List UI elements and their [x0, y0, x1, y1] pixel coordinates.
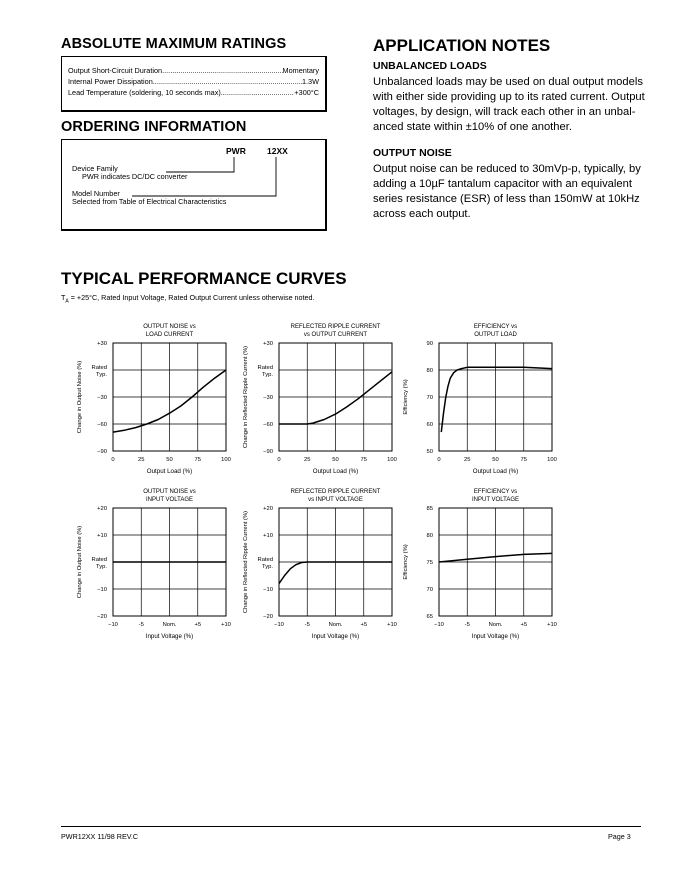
chart-4: [113, 508, 226, 616]
app-notes-title: APPLICATION NOTES: [373, 36, 551, 55]
x-tick-label: 50: [332, 457, 339, 463]
x-tick-label: Nom.: [488, 622, 503, 628]
x-tick-label: 50: [166, 457, 173, 463]
y-tick-label: +30: [263, 341, 273, 347]
x-axis-label: Input Voltage (%): [145, 633, 194, 640]
output-noise-text: Output noise can be reduced to 30mVp-p, typically, by adding a 10µF tantalum capacitor with an equivalent series resistance (ESR) of less than 150mW at 10kHz across each output.: [373, 163, 641, 220]
y-tick-label: 50: [426, 449, 433, 455]
y-axis-label: Change in Reflected Ripple Current (%): [243, 345, 249, 449]
x-tick-label: −10: [108, 622, 118, 628]
x-tick-label: 75: [194, 457, 201, 463]
x-tick-label: Nom.: [328, 622, 343, 628]
y-tick-label: +20: [263, 506, 273, 512]
chart-title: vs OUTPUT CURRENT: [303, 332, 368, 338]
chart-5: [279, 508, 392, 616]
curves-conditions: $T_A = +25^\circ C$, Rated Input Voltage, Rated Output Current unless otherwise noted.: [61, 293, 315, 305]
abs-max-title: ABSOLUTE MAXIMUM RATINGS: [61, 36, 287, 52]
chart-title: OUTPUT NOISE vs: [143, 489, 196, 495]
y-tick-label: −90: [263, 449, 273, 455]
x-tick-label: 100: [221, 457, 231, 463]
y-tick-label: +10: [263, 533, 273, 539]
y-tick-label: −20: [263, 614, 273, 620]
y-tick-label: Rated: [257, 557, 273, 563]
y-tick-label: Typ.: [262, 372, 273, 378]
y-axis-label: Change in Output Noise (%): [77, 360, 83, 434]
x-tick-label: -5: [138, 622, 144, 628]
chart-title: REFLECTED RIPPLE CURRENT: [290, 324, 381, 330]
y-tick-label: 70: [426, 395, 433, 401]
y-tick-label: −30: [263, 395, 273, 401]
y-tick-label: 80: [426, 533, 433, 539]
y-tick-label: Rated: [91, 557, 107, 563]
y-tick-label: 85: [426, 506, 433, 512]
x-tick-label: +5: [360, 622, 368, 628]
chart-title: INPUT VOLTAGE: [145, 497, 194, 503]
y-tick-label: −10: [263, 587, 273, 593]
x-axis-label: Output Load (%): [312, 468, 359, 475]
y-tick-label: +10: [97, 533, 107, 539]
x-tick-label: 25: [464, 457, 471, 463]
chart-title: vs INPUT VOLTAGE: [308, 497, 363, 503]
unbalanced-loads-text: Unbalanced loads may be used on dual output models with either side providing up to its rated current. Output voltages, by design, will track each other in an unbal- anced state within ±10% of one another.: [373, 76, 645, 133]
y-tick-label: 75: [426, 560, 433, 566]
chart-title: REFLECTED RIPPLE CURRENT: [290, 489, 381, 495]
x-axis-label: Input Voltage (%): [471, 633, 520, 640]
y-tick-label: +20: [97, 506, 107, 512]
device-family-desc: PWR indicates DC/DC converter: [82, 172, 188, 181]
y-axis-label: Change in Reflected Ripple Current (%): [243, 510, 249, 614]
abs-max-row: Output Short-Circuit Duration ..... Momentary: [68, 66, 319, 75]
x-tick-label: 75: [360, 457, 367, 463]
x-tick-label: +5: [520, 622, 528, 628]
x-tick-label: Nom.: [162, 622, 177, 628]
ordering-code-prefix: PWR: [226, 146, 246, 156]
y-tick-label: −60: [97, 422, 107, 428]
x-axis-label: Output Load (%): [472, 468, 519, 475]
y-axis-label: Efficiency (%): [403, 544, 409, 580]
y-tick-label: Rated: [257, 365, 273, 371]
x-tick-label: 0: [437, 457, 441, 463]
model-number-label: Model Number: [72, 189, 120, 198]
y-tick-label: −10: [97, 587, 107, 593]
chart-1: [113, 343, 226, 451]
x-tick-label: +10: [221, 622, 231, 628]
footer-right: Page 3: [608, 832, 631, 841]
y-tick-label: 70: [426, 587, 433, 593]
model-number-desc: Selected from Table of Electrical Characteristics: [72, 197, 227, 206]
y-tick-label: 65: [426, 614, 433, 620]
y-axis-label: Efficiency (%): [403, 379, 409, 415]
y-tick-label: Typ.: [262, 564, 273, 570]
x-tick-label: +10: [387, 622, 397, 628]
chart-3: [439, 343, 552, 451]
x-tick-label: −10: [434, 622, 444, 628]
footer-rule: [61, 826, 641, 827]
unbalanced-loads-heading: UNBALANCED LOADS: [373, 60, 487, 72]
x-axis-label: Output Load (%): [146, 468, 193, 475]
x-tick-label: 0: [277, 457, 281, 463]
chart-title: OUTPUT NOISE vs: [143, 324, 196, 330]
x-tick-label: 25: [138, 457, 145, 463]
x-tick-label: -5: [464, 622, 470, 628]
chart-6: [439, 508, 552, 616]
abs-max-row: Internal Power Dissipation ..... 1.3W: [68, 77, 319, 86]
output-noise-heading: OUTPUT NOISE: [373, 147, 452, 159]
chart-title: EFFICIENCY vs: [473, 324, 518, 330]
curves-title: TYPICAL PERFORMANCE CURVES: [61, 269, 347, 288]
x-tick-label: 100: [547, 457, 557, 463]
x-tick-label: 50: [492, 457, 499, 463]
x-tick-label: +10: [547, 622, 557, 628]
x-tick-label: 75: [520, 457, 527, 463]
ordering-title: ORDERING INFORMATION: [61, 119, 247, 135]
x-tick-label: 100: [387, 457, 397, 463]
x-tick-label: 0: [111, 457, 115, 463]
y-tick-label: −90: [97, 449, 107, 455]
y-tick-label: +30: [97, 341, 107, 347]
chart-title: INPUT VOLTAGE: [471, 497, 520, 503]
y-tick-label: Rated: [91, 365, 107, 371]
device-family-label: Device Family: [72, 164, 118, 173]
y-tick-label: Typ.: [96, 564, 107, 570]
data-curve: [441, 367, 552, 432]
chart-title: LOAD CURRENT: [145, 332, 194, 338]
chart-title: EFFICIENCY vs: [473, 489, 518, 495]
y-axis-label: Change in Output Noise (%): [77, 525, 83, 599]
y-tick-label: −60: [263, 422, 273, 428]
x-tick-label: 25: [304, 457, 311, 463]
x-tick-label: -5: [304, 622, 310, 628]
footer-left: PWR12XX 11/98 REV.C: [61, 832, 139, 841]
x-tick-label: +5: [194, 622, 202, 628]
x-tick-label: −10: [274, 622, 284, 628]
y-tick-label: 60: [426, 422, 433, 428]
chart-2: [279, 343, 392, 451]
y-tick-label: Typ.: [96, 372, 107, 378]
y-tick-label: −30: [97, 395, 107, 401]
y-tick-label: 90: [426, 341, 433, 347]
chart-title: OUTPUT LOAD: [474, 332, 517, 338]
ordering-code-suffix: 12XX: [267, 146, 288, 156]
y-tick-label: 80: [426, 368, 433, 374]
y-tick-label: −20: [97, 614, 107, 620]
x-axis-label: Input Voltage (%): [311, 633, 360, 640]
abs-max-row: Lead Temperature (soldering, 10 seconds max) ..... +300°C: [68, 88, 319, 97]
